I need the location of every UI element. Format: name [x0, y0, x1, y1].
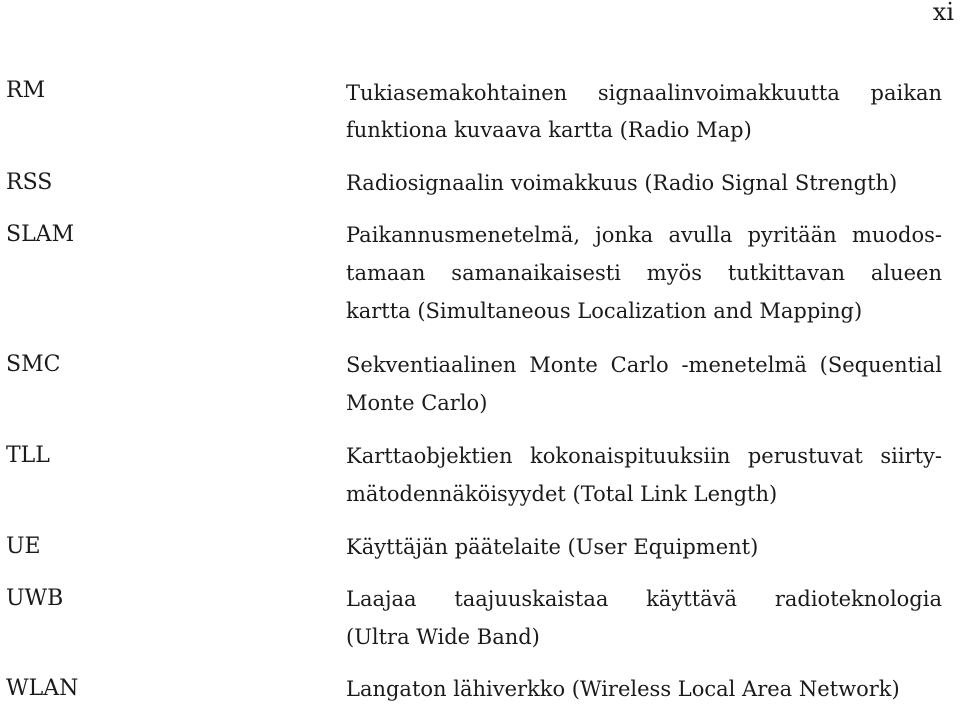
page-number: xi	[932, 0, 954, 26]
definition-slam-line-1: Paikannusmenetelmä, jonka avulla pyritään muodos-	[346, 223, 942, 247]
abbreviation-rss: RSS	[6, 170, 53, 195]
definition-tll-line-2: mätodennäköisyydet (Total Link Length)	[346, 482, 778, 506]
abbreviation-smc: SMC	[6, 352, 61, 377]
abbreviation-wlan: WLAN	[6, 676, 79, 701]
definition-uwb-line-2: (Ultra Wide Band)	[346, 625, 540, 649]
abbreviation-tll: TLL	[6, 443, 50, 468]
abbreviation-rm: RM	[6, 78, 46, 103]
definition-smc-line-1: Sekventiaalinen Monte Carlo -menetelmä (Sequential	[346, 353, 942, 377]
abbreviation-uwb: UWB	[6, 586, 64, 611]
abbreviation-slam: SLAM	[6, 222, 75, 247]
definition-smc-line-2: Monte Carlo)	[346, 391, 488, 415]
definition-slam-line-2: tamaan samanaikaisesti myös tutkittavan alueen	[346, 261, 942, 285]
definition-tll-line-1: Karttaobjektien kokonaispituuksiin perustuvat siirty-	[346, 444, 942, 468]
definition-uwb-line-1: Laajaa taajuuskaistaa käyttävä radioteknologia	[346, 587, 942, 611]
definition-rm-line-2: funktiona kuvaava kartta (Radio Map)	[346, 118, 752, 142]
definition-rss-line-1: Radiosignaalin voimakkuus (Radio Signal Strength)	[346, 171, 898, 195]
definition-rm-line-1: Tukiasemakohtainen signaalinvoimakkuutta paikan	[346, 81, 942, 105]
definition-wlan-line-1: Langaton lähiverkko (Wireless Local Area Network)	[346, 677, 900, 701]
abbreviation-ue: UE	[6, 534, 41, 559]
definition-slam-line-3: kartta (Simultaneous Localization and Mapping)	[346, 299, 863, 323]
definition-ue-line-1: Käyttäjän päätelaite (User Equipment)	[346, 535, 759, 559]
